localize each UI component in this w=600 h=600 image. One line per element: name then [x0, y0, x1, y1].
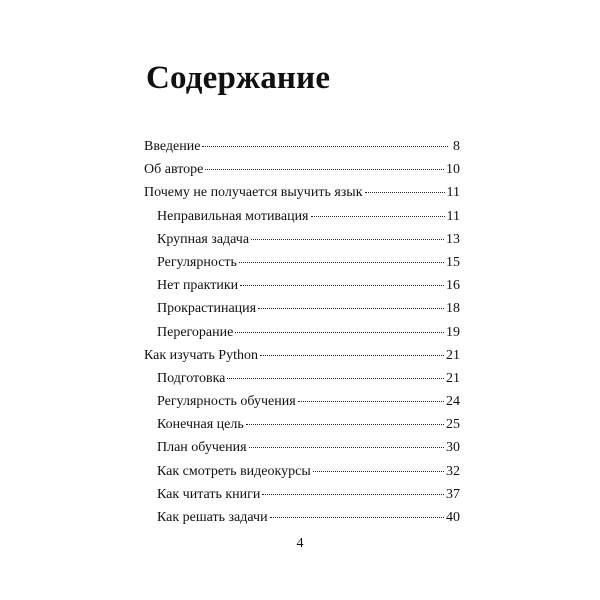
dot-leader [205, 168, 444, 170]
toc-entry-page: 21 [446, 370, 460, 386]
dot-leader [298, 400, 444, 402]
toc-entry-title: Нет практики [157, 278, 239, 294]
dot-leader [249, 446, 444, 448]
dot-leader [227, 377, 444, 379]
toc-entry-page: 10 [446, 162, 460, 178]
toc-entry[interactable] [144, 506, 460, 529]
toc-entry-title: Крупная задача [157, 231, 250, 247]
dot-leader [313, 470, 444, 472]
toc-entry-page: 11 [446, 208, 460, 224]
toc-entry[interactable] [144, 228, 460, 251]
toc-entry-page: 24 [446, 394, 460, 410]
toc-entry-title: Прокрастинация [157, 301, 257, 317]
dot-leader [246, 423, 444, 425]
toc-entry-title: Подготовка [157, 370, 226, 386]
toc-entry-title: Регулярность [157, 254, 237, 270]
dot-leader [311, 215, 445, 217]
toc-entry-title: Как изучать Python [144, 347, 258, 363]
dot-leader [251, 238, 444, 240]
dot-leader [365, 191, 445, 193]
toc-entry[interactable] [144, 181, 460, 204]
toc-entry-title: Конечная цель [157, 417, 244, 433]
dot-leader [240, 284, 444, 286]
toc-entry-page: 32 [446, 463, 460, 479]
toc-entry-page: 15 [446, 254, 460, 270]
dot-leader [260, 354, 444, 356]
toc-entry-title: Регулярность обучения [157, 394, 296, 410]
toc-entry-title: Как читать книги [157, 486, 261, 502]
toc-entry[interactable] [144, 274, 460, 297]
toc-entry-title: Как решать задачи [157, 510, 268, 525]
toc-entry[interactable] [144, 436, 460, 459]
toc-entry[interactable] [144, 321, 460, 344]
toc-entry-page: 18 [446, 301, 460, 317]
toc-entry-title: Неправильная мотивация [157, 208, 309, 224]
toc-entry[interactable] [144, 413, 460, 436]
toc-entry[interactable] [144, 367, 460, 390]
dot-leader [202, 145, 448, 147]
dot-leader [235, 331, 444, 333]
table-of-contents [144, 135, 460, 529]
page-number: 4 [296, 536, 304, 551]
toc-entry-page: 37 [446, 486, 460, 502]
toc-entry-title: Перегорание [157, 324, 234, 340]
toc-entry-page: 8 [453, 139, 460, 154]
toc-entry[interactable] [144, 483, 460, 506]
toc-entry-page: 11 [446, 185, 460, 201]
toc-entry[interactable] [144, 135, 460, 158]
toc-entry-title: План обучения [157, 440, 247, 456]
toc-entry-page: 40 [446, 510, 460, 525]
toc-entry-page: 21 [446, 347, 460, 363]
toc-entry-page: 16 [446, 278, 460, 294]
toc-entry[interactable] [144, 297, 460, 320]
toc-entry[interactable] [144, 205, 460, 228]
toc-entry[interactable] [144, 460, 460, 483]
dot-leader [258, 307, 444, 309]
toc-entry[interactable] [144, 344, 460, 367]
toc-entry-title: Почему не получается выучить язык [144, 185, 363, 201]
toc-entry[interactable] [144, 390, 460, 413]
toc-entry-page: 30 [446, 440, 460, 456]
toc-entry-page: 19 [446, 324, 460, 340]
dot-leader [239, 261, 444, 263]
toc-entry-page: 13 [446, 231, 460, 247]
toc-entry-title: Введение [144, 139, 201, 154]
toc-entry-page: 25 [446, 417, 460, 433]
toc-entry[interactable] [144, 158, 460, 181]
dot-leader [270, 516, 444, 518]
toc-entry[interactable] [144, 251, 460, 274]
dot-leader [262, 493, 444, 495]
toc-entry-title: Об авторе [144, 162, 204, 178]
page-title: Содержание [146, 60, 331, 96]
toc-entry-title: Как смотреть видеокурсы [157, 463, 311, 479]
